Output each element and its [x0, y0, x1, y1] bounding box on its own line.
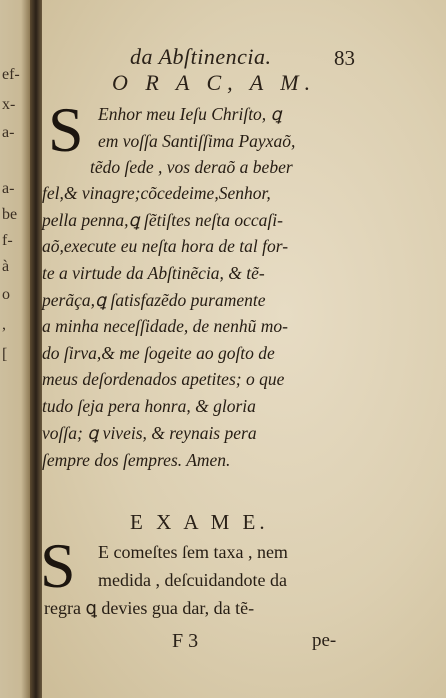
prayer-line: pella penna,ꝗ ſẽtiſtes neſta occaſi- — [42, 210, 283, 230]
prayer-line: meus deſordenados apetites; o que — [42, 369, 285, 389]
exame-line: medida , deſcuidandote da — [98, 570, 287, 590]
prayer-drop-cap: S — [48, 94, 84, 165]
previous-page-edge — [0, 0, 30, 698]
page-header — [42, 38, 446, 72]
prayer-line: Enhor meu Ieſu Chriſto, ꝗ — [98, 104, 282, 124]
prayer-line: tudo ſeja pera honra, & gloria — [42, 396, 256, 416]
prayer-line: do ſirva,& me ſogeite ao goſto de — [42, 343, 275, 363]
margin-fragment: f- — [2, 232, 13, 249]
exame-line: regra ꝗ devies gua dar, da tẽ- — [44, 598, 255, 618]
prayer-line: aõ,execute eu neſta hora de tal for- — [42, 236, 289, 256]
prayer-line: ſempre dos ſempres. Amen. — [42, 450, 231, 470]
margin-fragment: , — [2, 316, 6, 333]
exame-heading: E X A M E. — [130, 510, 269, 534]
prayer-heading: O R A C, A M. — [112, 70, 317, 95]
margin-fragment: be — [2, 206, 18, 223]
prayer-line: tẽdo ſede , vos deraõ a beber — [90, 157, 293, 177]
catchword: pe- — [312, 630, 337, 651]
margin-fragment: x- — [2, 96, 16, 113]
margin-fragment: o — [2, 286, 10, 303]
signature-mark: F 3 — [172, 630, 199, 652]
margin-fragment: à — [2, 258, 10, 275]
prayer-line: em voſſa Santiſſima Payxaõ, — [98, 131, 296, 151]
prayer-line: te a virtude da Abſtinẽcia, & tẽ- — [42, 263, 265, 283]
margin-fragment: a- — [2, 180, 15, 197]
running-title: da Abſtinencia. — [130, 44, 272, 69]
page-number: 83 — [334, 46, 355, 70]
margin-fragment: [ — [2, 346, 8, 363]
book-page — [42, 0, 446, 698]
exame-line: E comeſtes ſem taxa , nem — [98, 542, 288, 562]
margin-fragment: ef- — [2, 66, 20, 83]
prayer-line: a minha neceſſidade, de nenhũ mo- — [42, 316, 288, 336]
prayer-line: fel,& vinagre;cõcedeime,Senhor, — [42, 183, 271, 203]
prayer-line: voſſa; ꝗ viveis, & reynais pera — [42, 423, 257, 443]
margin-fragment: a- — [2, 124, 15, 141]
exame-drop-cap: S — [40, 530, 76, 601]
prayer-line: perãça,ꝗ ſatisfazẽdo puramente — [42, 290, 266, 310]
